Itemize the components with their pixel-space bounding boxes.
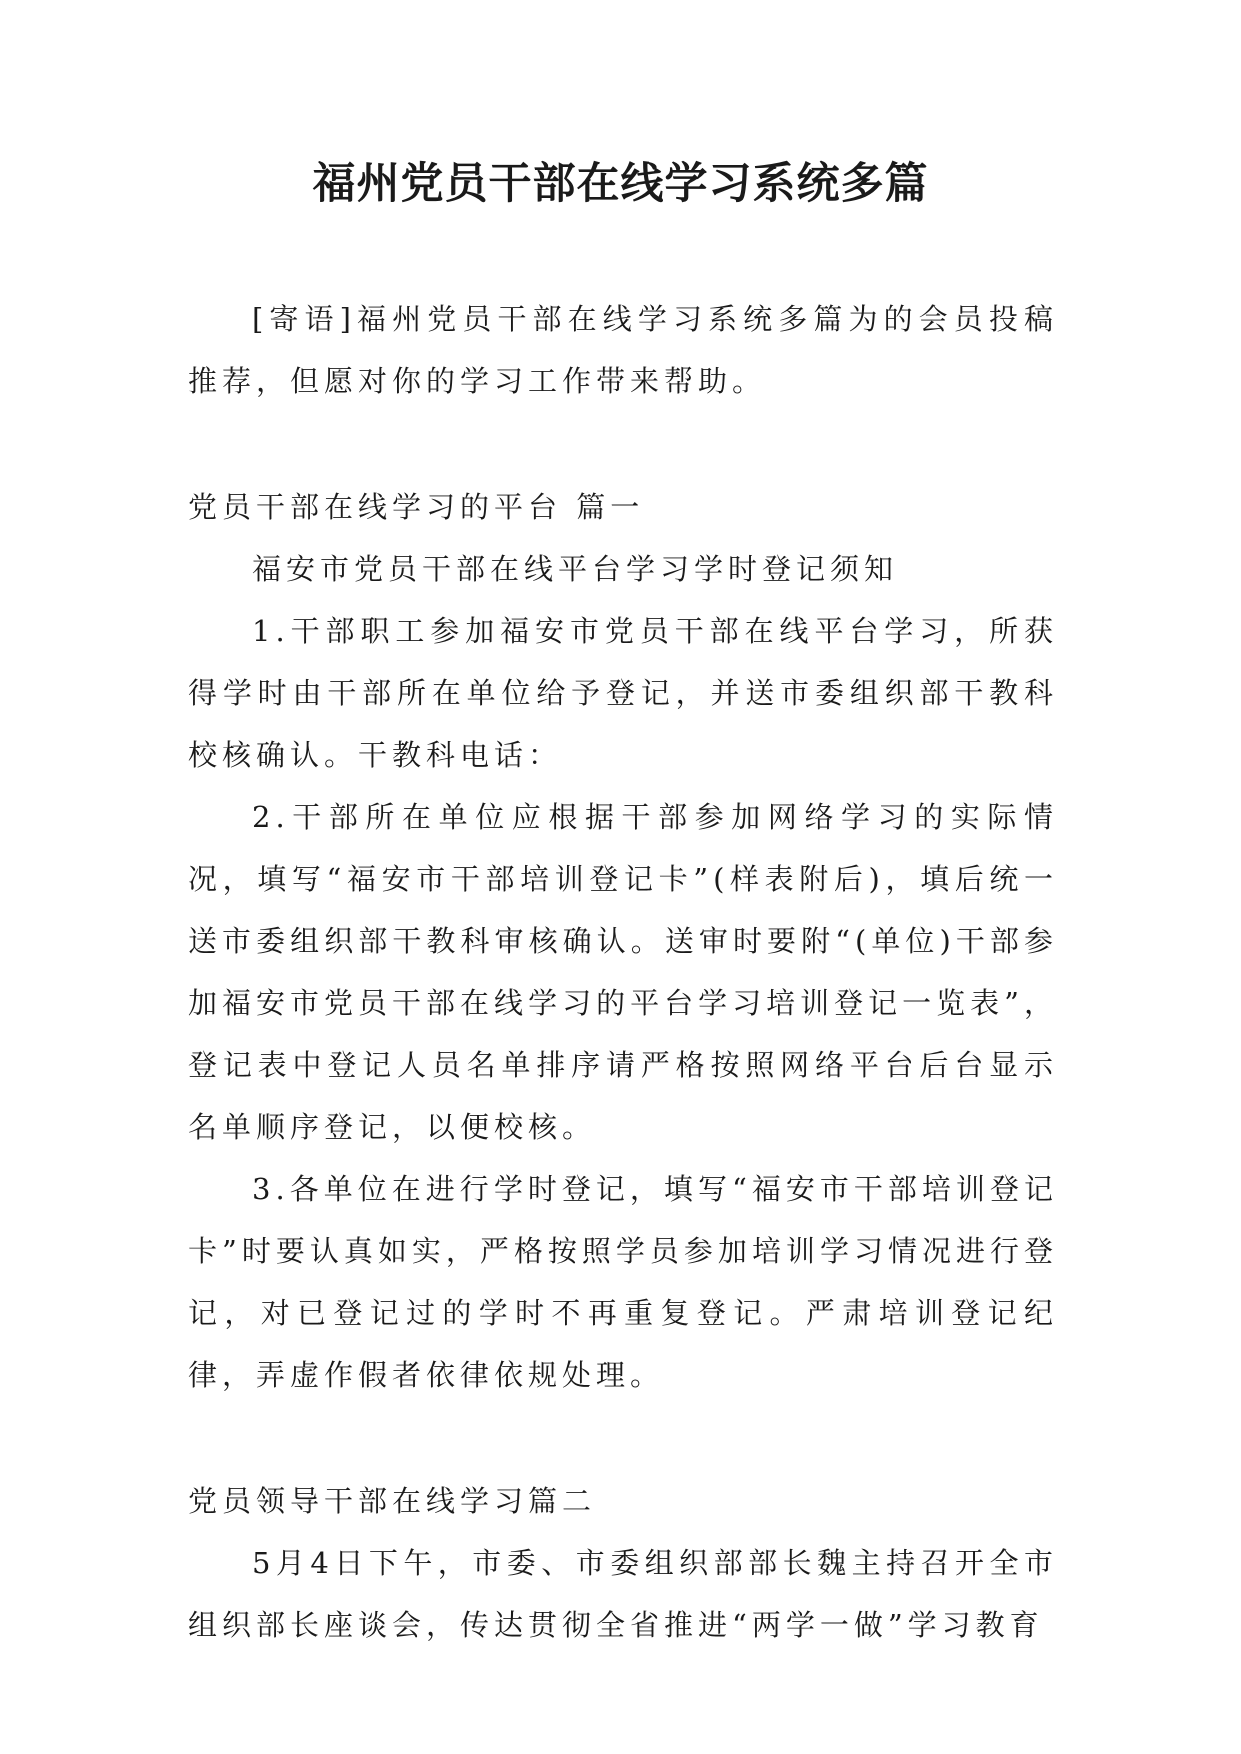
section-1-item-1: 1.干部职工参加福安市党员干部在线平台学习，所获得学时由干部所在单位给予登记，并送市委组织部干教科校核确认。干教科电话： bbox=[188, 614, 1058, 772]
document-title: 福州党员干部在线学习系统多篇 bbox=[312, 159, 929, 209]
spacer bbox=[188, 1406, 1058, 1470]
intro-paragraph: [寄语]福州党员干部在线学习系统多篇为的会员投稿推荐，但愿对你的学习工作带来帮助。 bbox=[188, 302, 1058, 398]
section-2-paragraph-1: 5月4日下午，市委、市委组织部部长魏主持召开全市组织部长座谈会，传达贯彻全省推进“两学一做”学习教育 bbox=[188, 1546, 1058, 1642]
spacer bbox=[188, 412, 1058, 476]
document-body bbox=[188, 288, 1058, 1656]
section-2-heading: 党员领导干部在线学习篇二 bbox=[188, 1484, 597, 1518]
section-1-heading: 党员干部在线学习的平台 篇一 bbox=[188, 490, 645, 524]
section-1-subtitle: 福安市党员干部在线平台学习学时登记须知 bbox=[252, 552, 899, 586]
section-1-item-2: 2.干部所在单位应根据干部参加网络学习的实际情况，填写“福安市干部培训登记卡”(样表附后)，填后统一送市委组织部干教科审核确认。送审时要附“(单位)干部参加福安市党员干部在线学习的平台学习培训登记一览表”，登记表中登记人员名单排序请严格按照网络平台后台显示名单顺序登记，以便校核。 bbox=[188, 800, 1058, 1144]
section-1-item-3: 3.各单位在进行学时登记，填写“福安市干部培训登记卡”时要认真如实，严格按照学员参加培训学习情况进行登记，对已登记过的学时不再重复登记。严肃培训登记纪律，弄虚作假者依律依规处理。 bbox=[188, 1172, 1058, 1392]
